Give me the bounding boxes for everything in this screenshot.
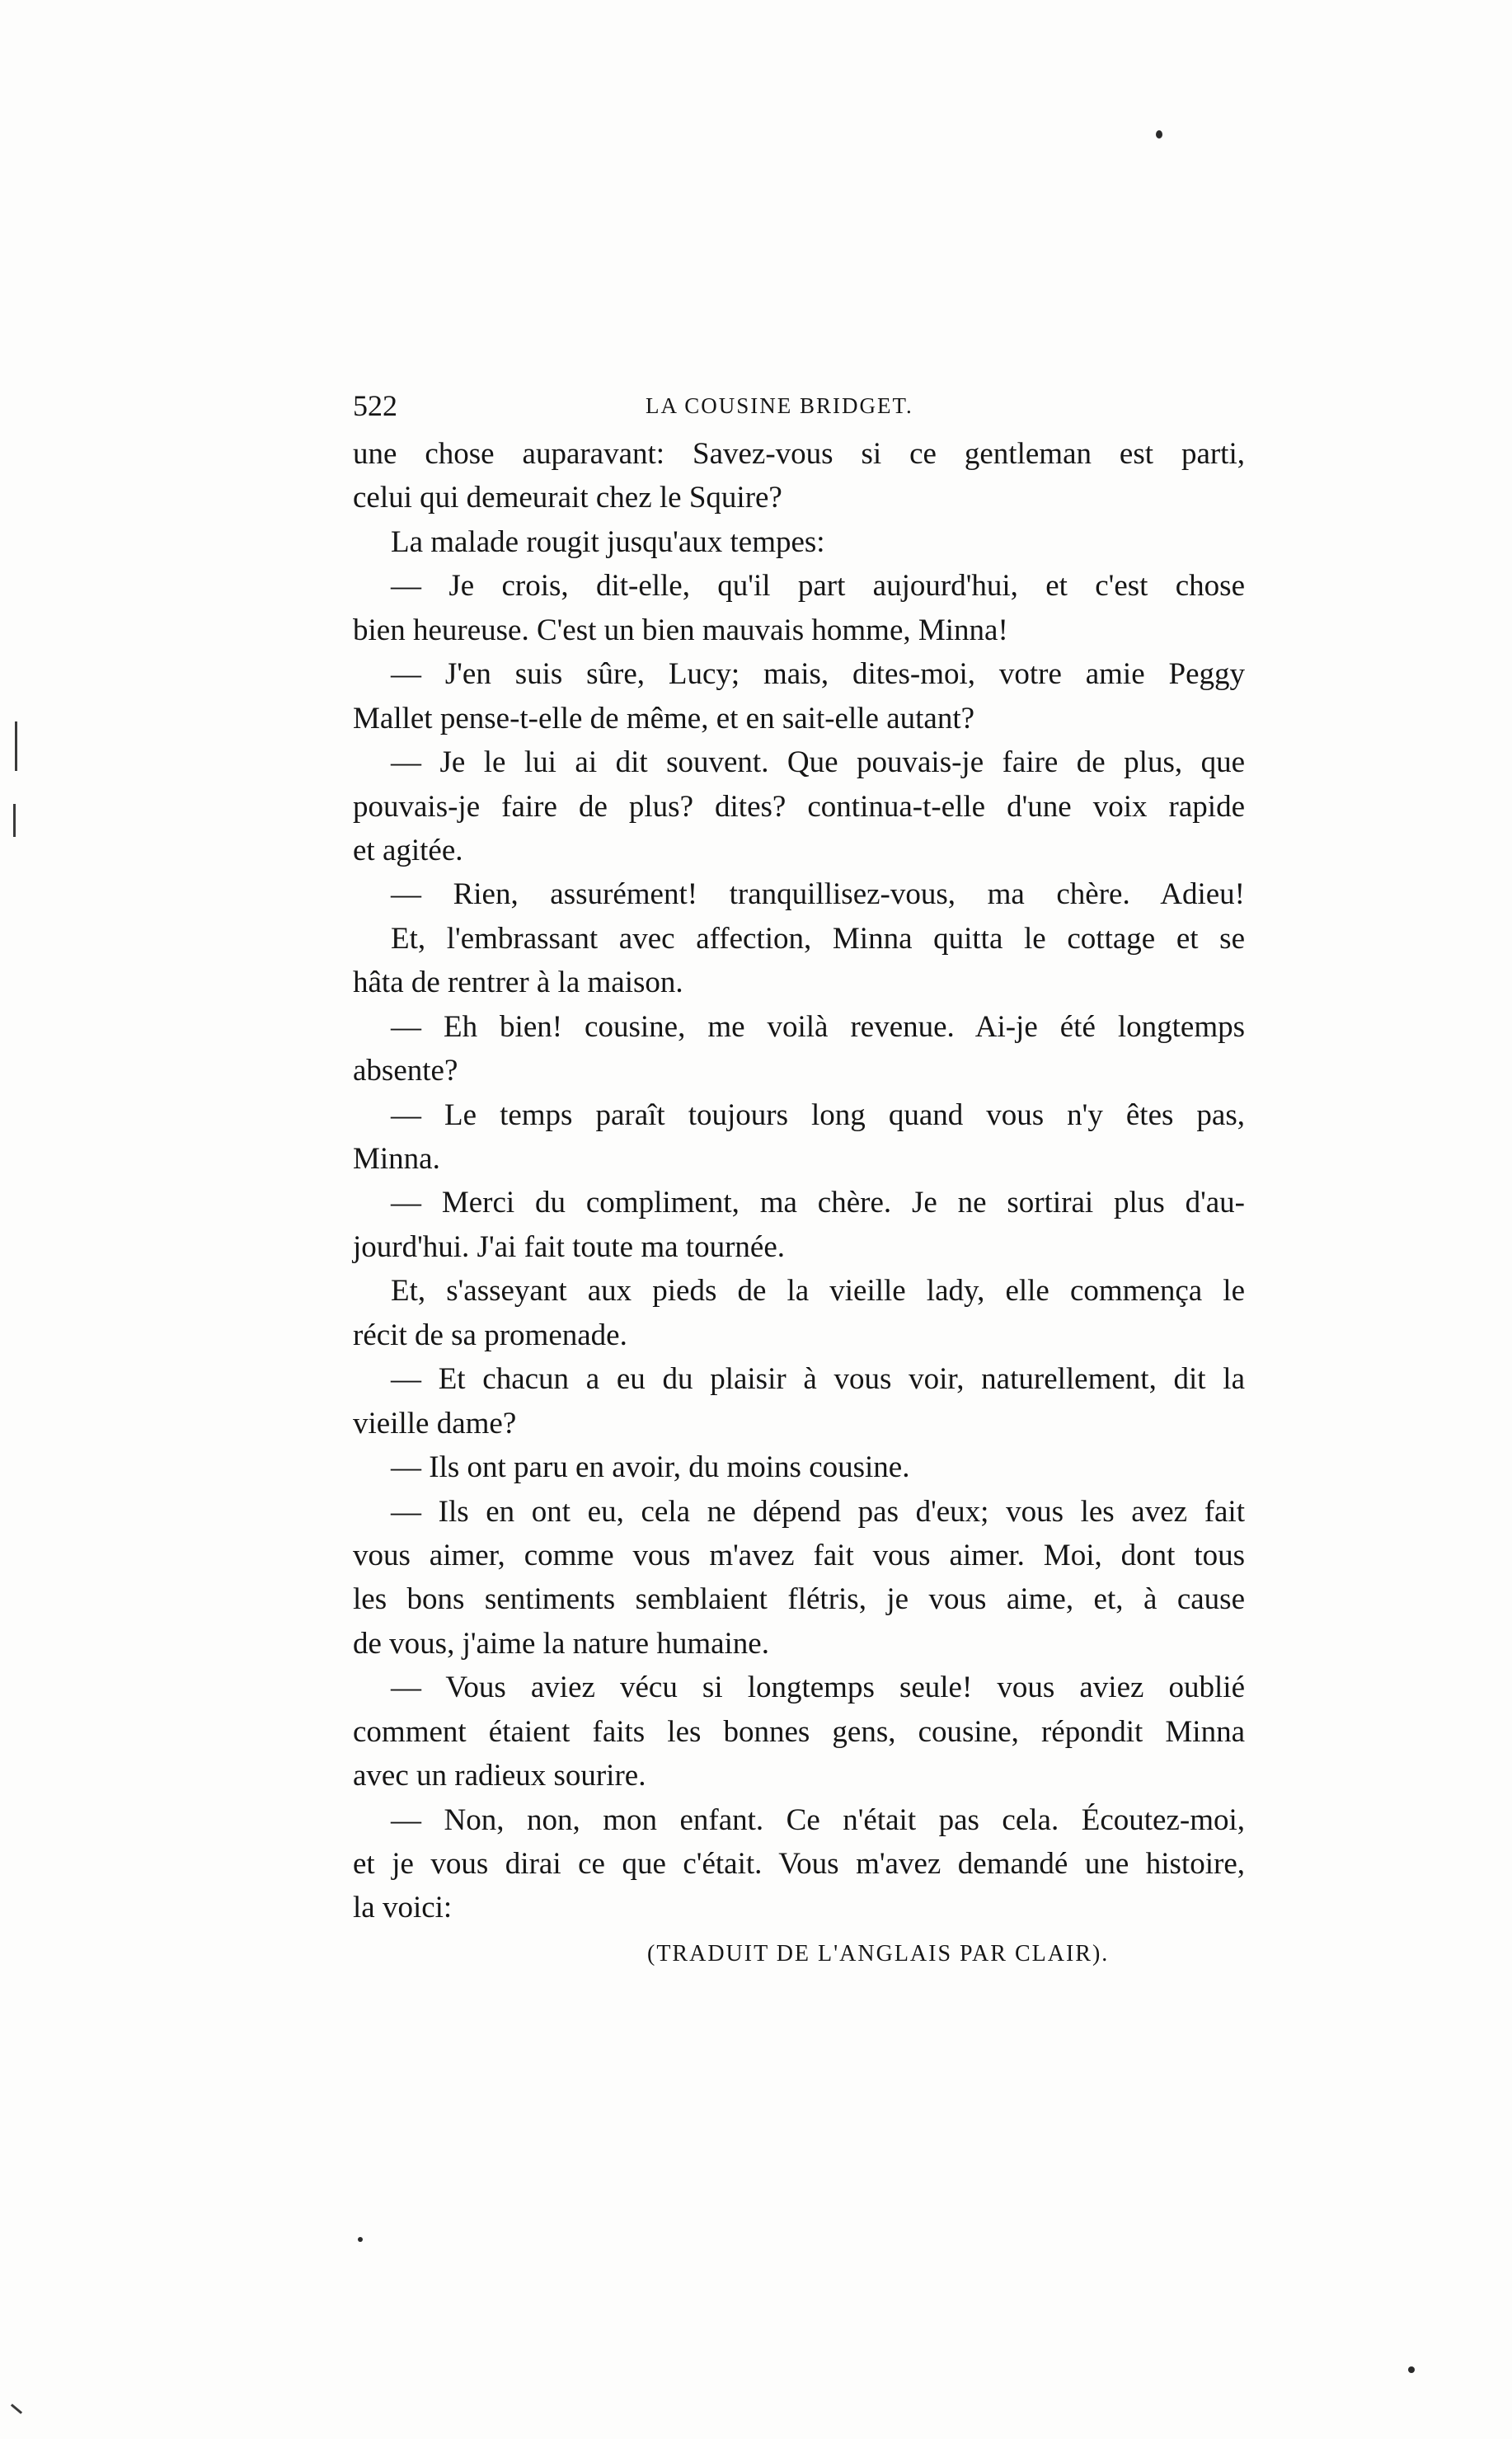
text-line: et je vous dirai ce que c'était. Vous m'avez demandé une histoire,	[353, 1847, 1245, 1881]
text-line: vous aimer, comme vous m'avez fait vous aimer. Moi, dont tous	[353, 1538, 1245, 1572]
text-line: — Vous aviez vécu si longtemps seule! vous aviez oublié	[391, 1671, 1245, 1705]
ink-speck	[358, 2237, 363, 2242]
text-line: et agitée.	[353, 833, 463, 867]
text-line: récit de sa promenade.	[353, 1318, 627, 1352]
text-line: comment étaient faits les bonnes gens, cousine, répondit Minna	[353, 1714, 1245, 1749]
text-line: — Eh bien! cousine, me voilà revenue. Ai-je été longtemps	[391, 1009, 1245, 1044]
text-line: — Le temps paraît toujours long quand vous n'y êtes pas,	[391, 1097, 1245, 1132]
ink-speck	[1156, 130, 1162, 139]
ink-speck	[1408, 2366, 1415, 2373]
body-text	[353, 432, 1245, 1930]
text-line: — Ils ont paru en avoir, du moins cousine.	[391, 1450, 910, 1485]
text-line: de vous, j'aime la nature humaine.	[353, 1626, 769, 1661]
text-line: — Non, non, mon enfant. Ce n'était pas cela. Écoutez-moi,	[391, 1802, 1245, 1837]
text-line: pouvais-je faire de plus? dites? continua-t-elle d'une voix rapide	[353, 789, 1245, 824]
text-line: — Je crois, dit-elle, qu'il part aujourd'hui, et c'est chose	[391, 569, 1245, 604]
text-line: bien heureuse. C'est un bien mauvais homme, Minna!	[353, 613, 1008, 647]
text-line: — Je le lui ai dit souvent. Que pouvais-je faire de plus, que	[391, 745, 1245, 780]
text-line: absente?	[353, 1054, 458, 1088]
text-line: — Ils en ont eu, cela ne dépend pas d'eux; vous les avez fait	[391, 1494, 1245, 1529]
text-line: vieille dame?	[353, 1406, 517, 1440]
text-line: — Et chacun a eu du plaisir à vous voir, naturellement, dit la	[391, 1362, 1245, 1397]
text-line: — Merci du compliment, ma chère. Je ne sortirai plus d'au-	[391, 1186, 1245, 1220]
text-line: celui qui demeurait chez le Squire?	[353, 481, 782, 515]
margin-mark	[15, 721, 17, 771]
text-line: jourd'hui. J'ai fait toute ma tournée.	[353, 1229, 785, 1264]
text-line: La malade rougit jusqu'aux tempes:	[391, 524, 825, 559]
text-line: la voici:	[353, 1891, 453, 1925]
text-line: Mallet pense-t-elle de même, et en sait-elle autant?	[353, 701, 975, 735]
text-line: une chose auparavant: Savez-vous si ce gentleman est parti,	[353, 437, 1245, 471]
page-header	[353, 381, 1245, 430]
translator-credit: (TRADUIT DE L'ANGLAIS PAR CLAIR).	[647, 1941, 1110, 1967]
running-head: LA COUSINE BRIDGET.	[646, 393, 913, 418]
text-line: hâta de rentrer à la maison.	[353, 966, 683, 1000]
text-line: Minna.	[353, 1142, 440, 1176]
text-line: Et, s'asseyant aux pieds de la vieille lady, elle commença le	[391, 1274, 1245, 1309]
margin-mark	[11, 2404, 22, 2414]
text-line: avec un radieux sourire.	[353, 1759, 646, 1793]
margin-mark	[13, 804, 16, 837]
text-line: les bons sentiments semblaient flétris, je vous aime, et, à cause	[353, 1582, 1245, 1617]
text-line: Et, l'embrassant avec affection, Minna quitta le cottage et se	[391, 921, 1245, 956]
text-line: — Rien, assurément! tranquillisez-vous, ma chère. Adieu!	[391, 877, 1245, 912]
text-line: — J'en suis sûre, Lucy; mais, dites-moi, votre amie Peggy	[391, 657, 1245, 692]
page-number: 522	[353, 389, 397, 422]
